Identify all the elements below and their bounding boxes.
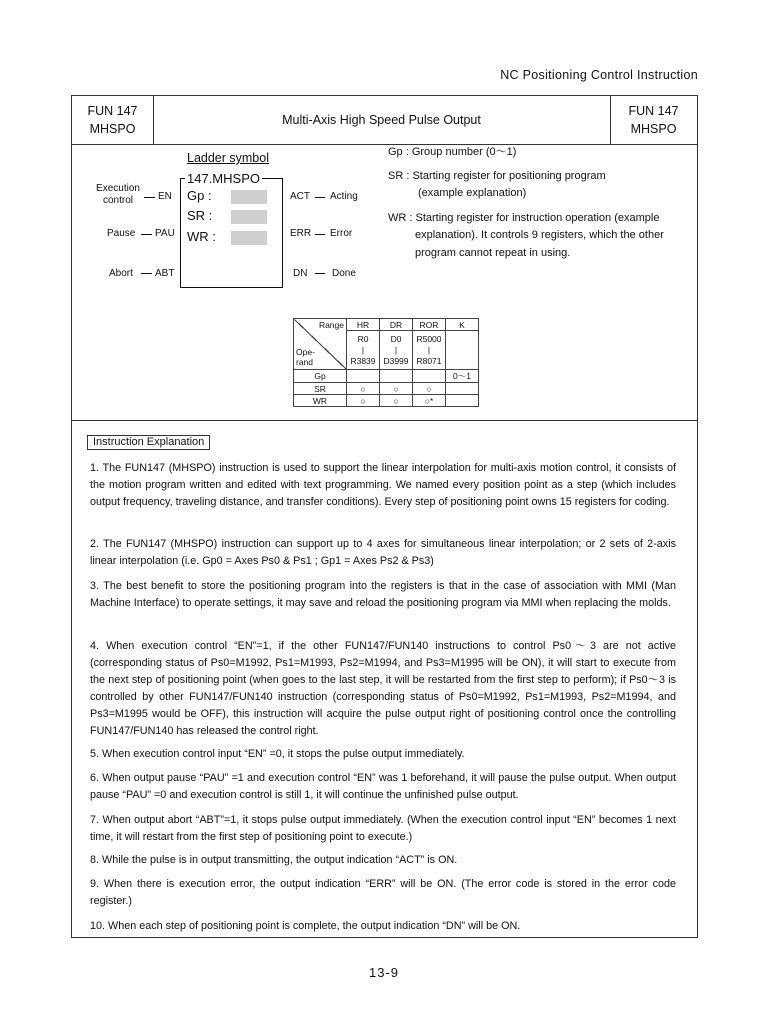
paragraph-number: 5. xyxy=(90,748,100,760)
page-header: NC Positioning Control Instruction xyxy=(500,68,698,82)
page-number: 13-9 xyxy=(368,965,400,980)
input-line xyxy=(141,273,152,274)
paragraph-text xyxy=(90,536,676,570)
output-line xyxy=(315,273,325,274)
en-pin: EN xyxy=(158,191,172,202)
row-header: Gp xyxy=(294,370,347,383)
range-to: R8071 xyxy=(416,355,442,366)
explanation-paragraph xyxy=(90,578,676,612)
dn-pin: DN xyxy=(293,268,308,279)
column-range xyxy=(380,331,413,370)
explanation-paragraph xyxy=(90,812,676,846)
column-header: HR xyxy=(347,319,380,331)
paragraph-text xyxy=(90,638,676,740)
paragraph-body: The FUN147 (MHSPO) instruction is used to support the linear interpolation for multi-axis motion control, it consists of the motion program written and edited with text programming. We named every position point as a step (which includes output frequency, traveling distance, and transfer conditions). Every step of positioning point owns 15 registers for coding. xyxy=(90,462,676,508)
fun-number: FUN 147 xyxy=(87,104,138,118)
done-label: Done xyxy=(332,268,356,279)
output-line xyxy=(315,197,325,198)
range-to: D3999 xyxy=(383,355,409,366)
paragraph-text xyxy=(90,578,676,612)
abort-label: Abort xyxy=(109,268,133,279)
wr-description-cont: explanation). It controls 9 registers, which the other xyxy=(415,229,664,241)
error-label: Error xyxy=(330,228,353,239)
explanation-paragraph xyxy=(90,918,676,935)
operand-gp-label: Gp : xyxy=(187,188,212,203)
instruction-title-text: Multi-Axis High Speed Pulse Output xyxy=(282,113,481,127)
fun-mnemonic: MHSPO xyxy=(89,122,136,136)
column-range xyxy=(413,331,446,370)
explanation-paragraph xyxy=(90,746,676,763)
operand-label-line: rand xyxy=(296,357,314,367)
explanation-paragraph xyxy=(90,536,676,570)
abt-pin: ABT xyxy=(155,268,175,279)
operand-sr-label: SR : xyxy=(187,208,213,223)
instruction-title xyxy=(153,96,610,144)
table-cell: ○ xyxy=(347,383,380,395)
row-header: WR xyxy=(294,395,347,407)
operand-sr-slot xyxy=(231,210,267,224)
paragraph-body: While the pulse is in output transmitting, the output indication “ACT” is ON. xyxy=(102,854,458,866)
row-header: SR xyxy=(294,383,347,395)
acting-label: Acting xyxy=(330,191,358,202)
range-sep: | xyxy=(361,344,365,355)
table-cell: ○* xyxy=(413,395,446,407)
paragraph-text xyxy=(90,876,676,910)
fun-mnemonic: MHSPO xyxy=(630,122,677,136)
paragraph-body: When output abort “ABT”=1, it stops pulse output immediately. (When the execution control input “EN” becomes 1 next time, it will restart from the first step of positioning point to execute.) xyxy=(90,814,677,843)
paragraph-body: The FUN147 (MHSPO) instruction can support up to 4 axes for simultaneous linear interpolation; or 2 sets of 2-axis linear interpolation (i.e. Gp0 = Axes Ps0 & Ps1 ; Gp1 = Axes Ps2 & Ps3) xyxy=(90,538,676,567)
table-cell xyxy=(446,395,479,407)
paragraph-text xyxy=(90,770,676,804)
column-header: DR xyxy=(380,319,413,331)
pause-label: Pause xyxy=(107,228,136,239)
explanation-paragraph xyxy=(90,876,676,910)
column-range xyxy=(446,331,479,370)
execution-label-line: control xyxy=(102,195,133,206)
operand-label-line: Ope- xyxy=(296,347,315,357)
operand-wr-label: WR : xyxy=(187,229,216,244)
table-cell: 0～1 xyxy=(446,370,479,383)
paragraph-text xyxy=(90,852,676,869)
table-cell: ○ xyxy=(380,395,413,407)
ladder-block-name: 147.MHSPO xyxy=(187,171,260,186)
table-cell xyxy=(413,370,446,383)
paragraph-number: 2. xyxy=(90,538,100,550)
paragraph-text xyxy=(90,918,676,935)
input-line xyxy=(141,234,152,235)
fun-number: FUN 147 xyxy=(628,104,679,118)
column-range xyxy=(347,331,380,370)
range-from: D0 xyxy=(390,333,402,344)
paragraph-body: When execution control “EN”=1, if the other FUN147/FUN140 instructions to control Ps0～3 are not active (corresponding status of Ps0=M1992, Ps1=M1993, Ps2=M1994, and Ps3=M1995 will be ON), it will start to execute from the next step of positioning point (when goes to the last step, it will be restarted from the first step to perform); if Ps0～3 is controlled by other FUN147/FUN140 instruction (corresponding status of Ps0=M1992, Ps1=M1993, Ps2=M1994, and Ps3=M1995 would be OFF), this instruction will acquire the pulse output right of positioning control once the controlling FUN147/FUN140 has released the control right. xyxy=(90,640,676,737)
range-label: Range xyxy=(318,320,344,330)
explanation-paragraph xyxy=(90,852,676,869)
paragraph-text xyxy=(90,812,676,846)
act-pin: ACT xyxy=(290,191,310,202)
range-from: R0 xyxy=(357,333,369,344)
table-cell xyxy=(446,383,479,395)
explanation-paragraph xyxy=(90,770,676,804)
wr-description: WR : Starting register for instruction operation (example xyxy=(388,212,660,224)
explanation-paragraph xyxy=(90,460,676,511)
table-cell xyxy=(347,370,380,383)
paragraph-number: 1. xyxy=(90,462,100,474)
paragraph-number: 6. xyxy=(90,772,100,784)
paragraph-text xyxy=(90,460,676,511)
paragraph-body: When execution control input “EN” =0, it stops the pulse output immediately. xyxy=(102,748,465,760)
table-cell xyxy=(380,370,413,383)
paragraph-number: 9. xyxy=(90,878,100,890)
table-cell: ○ xyxy=(380,383,413,395)
column-header: ROR xyxy=(413,319,446,331)
paragraph-body: When output pause “PAU” =1 and execution control “EN” was 1 beforehand, it will pause the pulse output. When output pause “PAU” =0 and execution control is still 1, it will continue the unfinished pulse output. xyxy=(90,772,676,801)
err-pin: ERR xyxy=(290,228,312,239)
paragraph-body: The best benefit to store the positioning program into the registers is that in the case of association with MMI (Man Machine Interface) to operate settings, it may save and reload the positioning program via MMI when replacing the molds. xyxy=(90,580,676,609)
paragraph-number: 8. xyxy=(90,854,100,866)
paragraph-body: When each step of positioning point is complete, the output indication “DN” will be ON. xyxy=(108,920,521,932)
operand-label xyxy=(296,347,315,367)
explanation-paragraph xyxy=(90,638,676,740)
table-cell: ○ xyxy=(413,383,446,395)
ladder-heading: Ladder symbol xyxy=(187,151,269,165)
table-corner-cell xyxy=(294,319,347,370)
wr-description-cont: program cannot repeat in using. xyxy=(415,247,571,259)
range-sep: | xyxy=(394,344,398,355)
paragraph-text xyxy=(90,746,676,763)
paragraph-number: 3. xyxy=(90,580,100,592)
operand-wr-slot xyxy=(231,231,267,245)
paragraph-number: 4. xyxy=(90,640,100,652)
input-line xyxy=(144,197,155,198)
explanation-label: Instruction Explanation xyxy=(87,435,210,450)
operand-gp-slot xyxy=(231,190,267,204)
table-cell: ○ xyxy=(347,395,380,407)
paragraph-body: When there is execution error, the output indication “ERR” will be ON. (The error code is stored in the error code register.) xyxy=(90,878,676,907)
fun-code-left xyxy=(72,96,153,144)
frame-divider xyxy=(72,420,697,421)
fun-code-right xyxy=(610,96,697,144)
frame-divider xyxy=(72,144,697,145)
column-header: K xyxy=(446,319,479,331)
execution-label-line: Execution xyxy=(96,183,140,194)
pau-pin: PAU xyxy=(155,228,175,239)
execution-control-label xyxy=(95,183,141,207)
operand-range-table xyxy=(293,318,479,407)
paragraph-number: 7. xyxy=(90,814,100,826)
range-sep: | xyxy=(427,344,431,355)
gp-description: Gp : Group number (0～1) xyxy=(388,146,517,158)
sr-description: SR : Starting register for positioning program xyxy=(388,170,606,182)
range-from: R5000 xyxy=(416,333,442,344)
sr-description-cont: (example explanation) xyxy=(418,187,527,199)
paragraph-number: 10. xyxy=(90,920,106,932)
output-line xyxy=(315,234,325,235)
range-to: R3839 xyxy=(350,355,376,366)
